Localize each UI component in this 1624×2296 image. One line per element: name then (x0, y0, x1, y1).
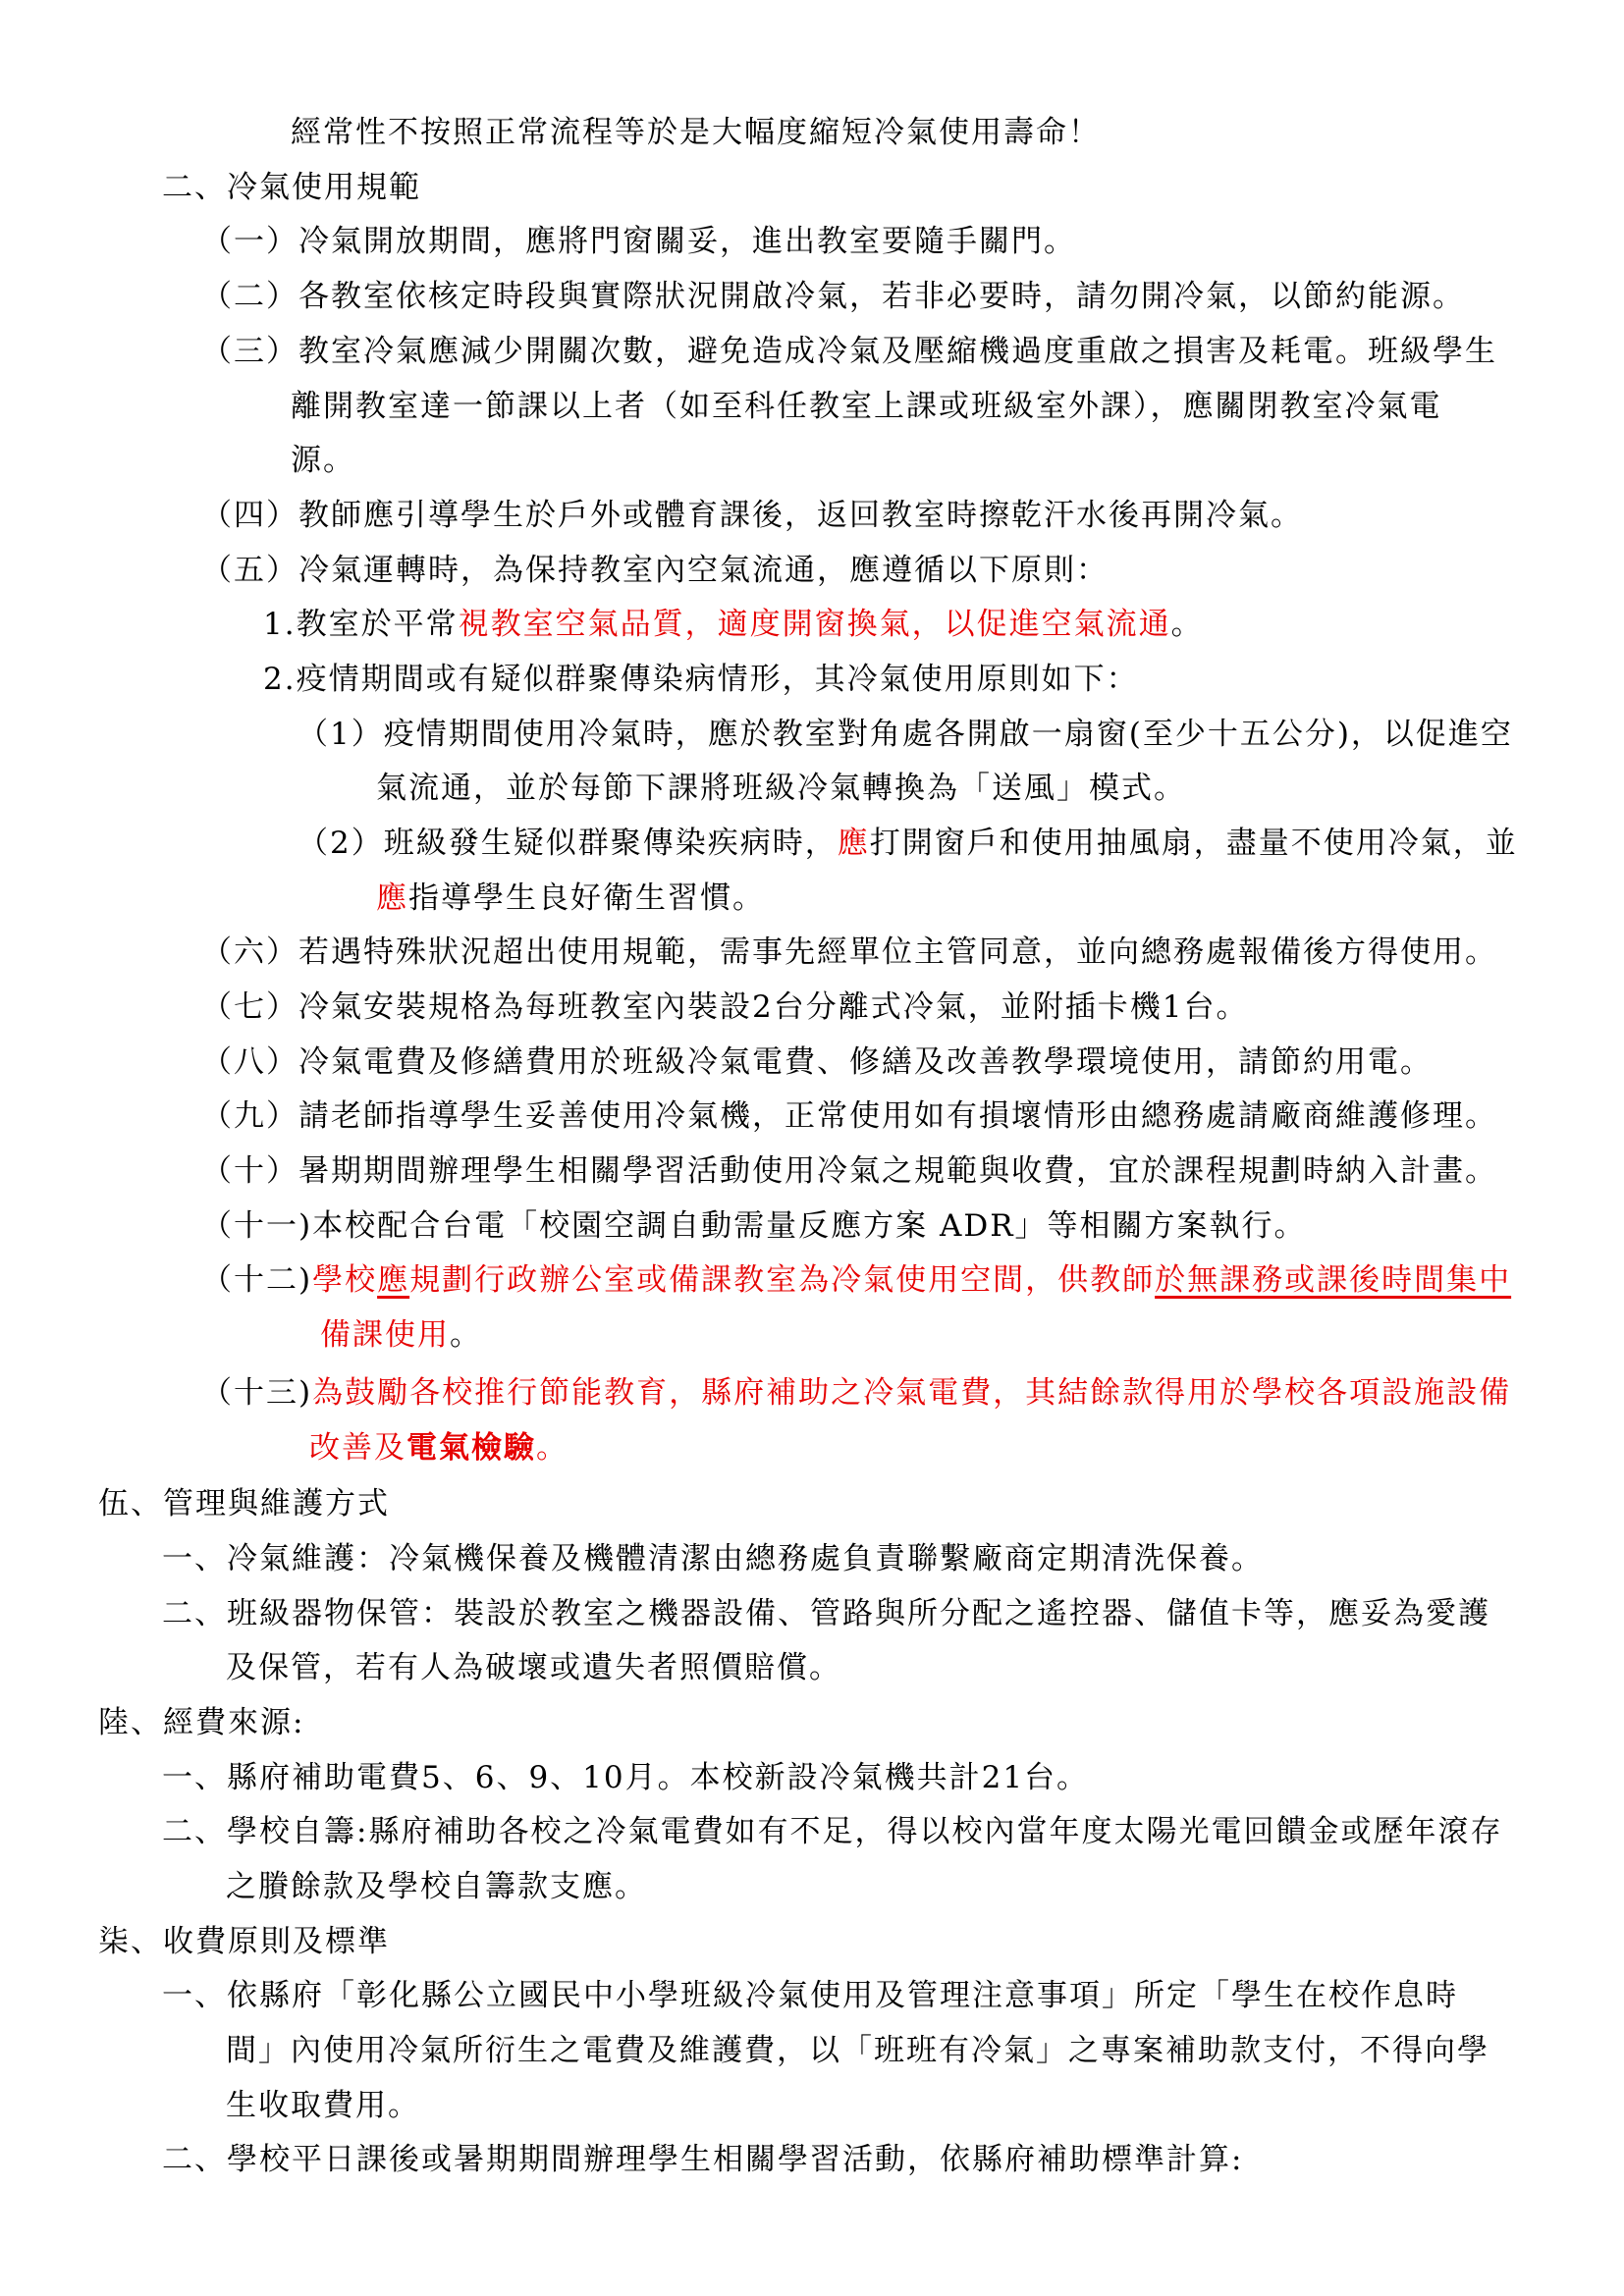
text-line: （一）冷氣開放期間，應將門窗關妥，進出教室要隨手關門。 (201, 224, 1076, 259)
text-span: （十二) (201, 1262, 313, 1298)
text-span: 1.教室於平常 (263, 607, 459, 642)
text-line: 源。 (291, 443, 355, 478)
highlighted-bold-text: 電氣檢驗 (406, 1430, 536, 1466)
highlighted-text: 視教室空氣品質，適度開窗換氣，以促進空氣流通 (458, 607, 1171, 642)
highlighted-text: 應 (837, 826, 870, 861)
text-line: 二、學校自籌:縣府補助各校之冷氣電費如有不足，得以校內當年度太陽光電回饋金或歷年滾存 (162, 1814, 1503, 1849)
text-span: （十三) (201, 1375, 313, 1411)
text-line: （五）冷氣運轉時，為保持教室內空氣流通，應遵循以下原則： (201, 553, 1109, 588)
chapter-heading: 陸、經費來源: (98, 1705, 305, 1740)
section-heading: 二、冷氣使用規範 (162, 170, 421, 205)
text-line: （十一)本校配合台電「校園空調自動需量反應方案 ADR」等相關方案執行。 (201, 1208, 1307, 1244)
highlighted-text: 應 (376, 881, 408, 916)
text-line: 2.疫情期間或有疑似群聚傳染病情形，其冷氣使用原則如下： (263, 662, 1139, 697)
highlighted-text: 備課使用 (320, 1317, 450, 1353)
chapter-heading: 伍、管理與維護方式 (98, 1486, 390, 1522)
text-line: （1）疫情期間使用冷氣時，應於教室對角處各開啟一扇窗(至少十五公分)，以促進空 (298, 717, 1513, 752)
highlighted-underlined-text: 應 (377, 1262, 410, 1298)
highlighted-text: 規劃行政辦公室或備課教室為冷氣使用空間，供教師 (409, 1262, 1156, 1298)
text-line (263, 597, 1204, 652)
text-span: 指導學生良好衛生習慣。 (408, 881, 765, 916)
text-line: 二、學校平日課後或暑期期間辦理學生相關學習活動，依縣府補助標準計算: (162, 2142, 1244, 2177)
text-line (320, 1308, 482, 1362)
text-span: 。 (450, 1317, 482, 1353)
text-line: （九）請老師指導學生妥善使用冷氣機，正常使用如有損壞情形由總務處請廠商維護修理。 (201, 1098, 1497, 1134)
text-line: （十）暑期期間辦理學生相關學習活動使用冷氣之規範與收費，宜於課程規劃時納入計畫。 (201, 1153, 1497, 1189)
text-line: （八）冷氣電費及修繕費用於班級冷氣電費、修繕及改善教學環境使用，請節約用電。 (201, 1044, 1433, 1080)
text-line: 離開教室達一節課以上者（如至科任教室上課或班級室外課），應關閉教室冷氣電 (291, 389, 1442, 424)
text-line: 之賸餘款及學校自籌款支應。 (226, 1869, 647, 1904)
text-line (201, 1365, 1511, 1420)
text-span: 。 (1170, 607, 1204, 642)
text-line (309, 1420, 568, 1475)
highlighted-text: 改善及 (309, 1430, 406, 1466)
text-line (376, 871, 765, 926)
highlighted-text: 。 (536, 1430, 568, 1466)
text-line (201, 1253, 1511, 1308)
text-line: （六）若遇特殊狀況超出使用規範，需事先經單位主管同意，並向總務處報備後方得使用。 (201, 934, 1497, 970)
text-line: （二）各教室依核定時段與實際狀況開啟冷氣，若非必要時，請勿開冷氣，以節約能源。 (201, 279, 1465, 314)
text-line: （七）冷氣安裝規格為每班教室內裝設2台分離式冷氣，並附插卡機1台。 (201, 989, 1249, 1025)
text-line: （四）教師應引導學生於戶外或體育課後，返回教室時擦乾汗水後再開冷氣。 (201, 498, 1303, 533)
highlighted-text: 學校 (312, 1262, 378, 1298)
text-line: 一、縣府補助電費5、6、9、10月。本校新設冷氣機共計21台。 (162, 1760, 1090, 1795)
text-line: 一、依縣府「彰化縣公立國民中小學班級冷氣使用及管理注意事項」所定「學生在校作息時 (162, 1978, 1458, 2013)
chapter-heading: 柒、收費原則及標準 (98, 1924, 390, 1959)
text-line: 氣流通，並於每節下課將班級冷氣轉換為「送風」模式。 (376, 771, 1186, 806)
text-line: （三）教室冷氣應減少開關次數，避免造成冷氣及壓縮機過度重啟之損害及耗電。班級學生 (201, 334, 1497, 369)
text-span: （2）班級發生疑似群聚傳染疾病時， (298, 826, 838, 861)
highlighted-underlined-text: 於無課務或課後時間集中 (1155, 1262, 1512, 1298)
text-line: 及保管，若有人為破壞或遺失者照價賠償。 (226, 1650, 841, 1685)
text-line: 生收取費用。 (226, 2088, 420, 2123)
text-line: 經常性不按照正常流程等於是大幅度縮短冷氣使用壽命！ (291, 115, 1101, 150)
text-line (298, 816, 1518, 871)
text-span: 打開窗戶和使用抽風扇，盡量不使用冷氣，並 (869, 826, 1518, 861)
text-line: 二、班級器物保管：裝設於教室之機器設備、管路與所分配之遙控器、儲值卡等，應妥為愛護 (162, 1596, 1490, 1631)
text-line: 間」內使用冷氣所衍生之電費及維護費，以「班班有冷氣」之專案補助款支付，不得向學 (226, 2033, 1489, 2068)
text-line: 一、冷氣維護：冷氣機保養及機體清潔由總務處負責聯繫廠商定期清洗保養。 (162, 1541, 1264, 1576)
highlighted-text: 為鼓勵各校推行節能教育，縣府補助之冷氣電費，其結餘款得用於學校各項設施設備 (312, 1375, 1512, 1411)
